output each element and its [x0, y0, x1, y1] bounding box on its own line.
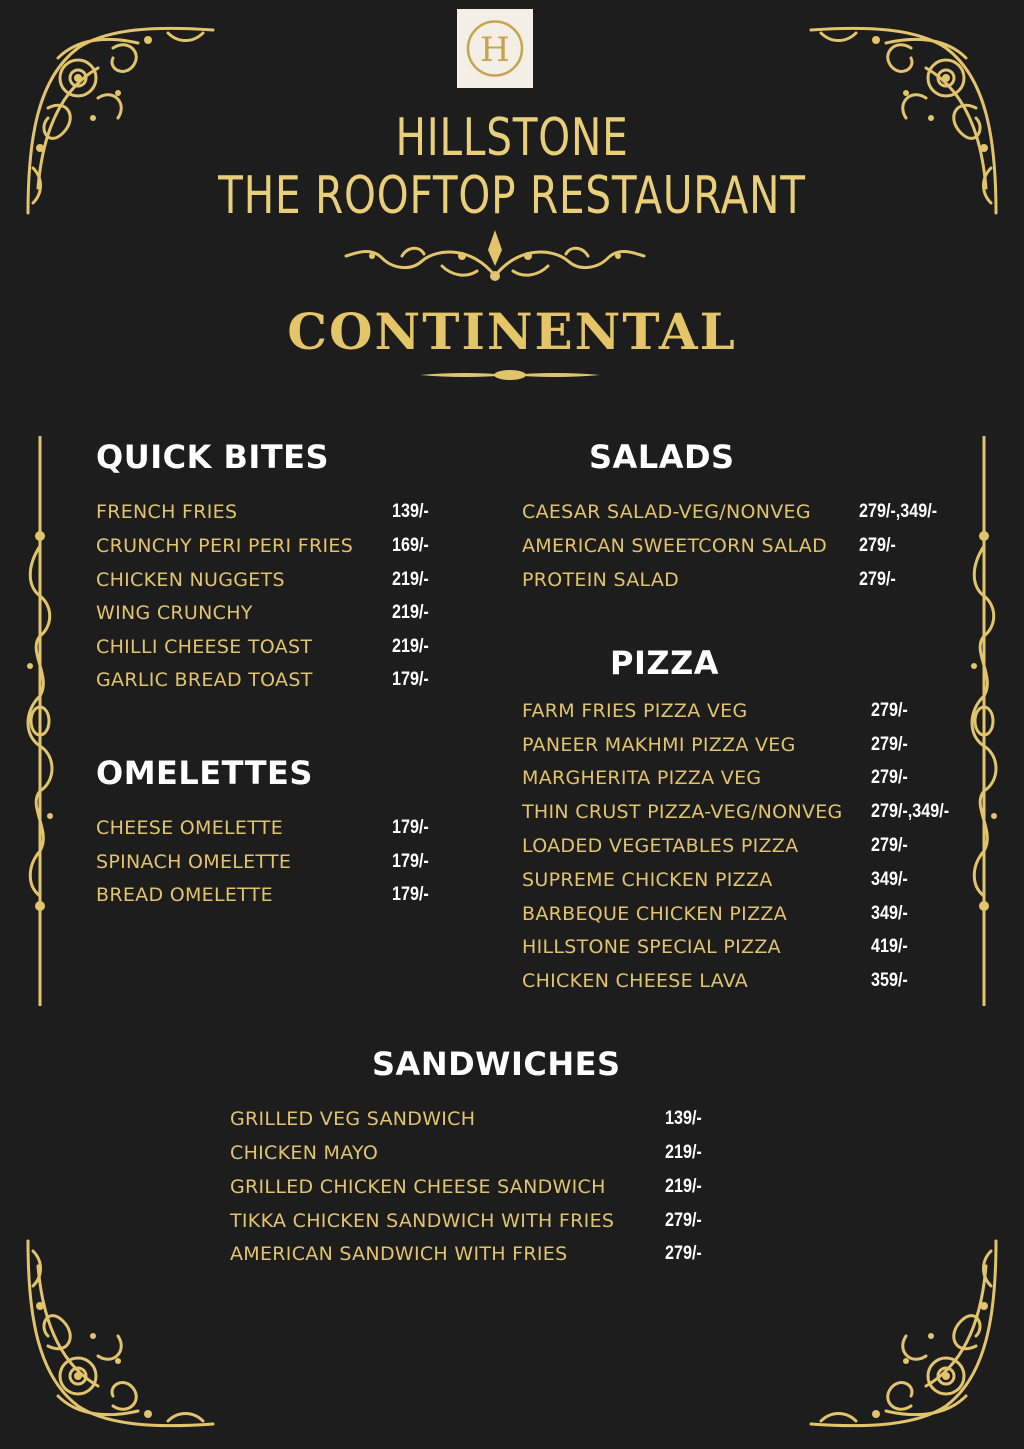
item-price: 349/-	[871, 869, 908, 890]
restaurant-subtitle: THE ROOFTOP RESTAURANT	[218, 166, 806, 226]
list-item: CHEESE OMELETTE	[96, 817, 283, 839]
item-price: 179/-	[392, 669, 429, 690]
list-item: SUPREME CHICKEN PIZZA	[522, 869, 773, 891]
menu-category-title: CONTINENTAL	[287, 302, 737, 361]
logo	[457, 9, 533, 88]
logo-monogram-icon	[457, 9, 533, 88]
list-item: FARM FRIES PIZZA VEG	[522, 700, 748, 722]
item-price: 179/-	[392, 884, 429, 905]
item-price: 139/-	[665, 1108, 702, 1129]
list-item: FRENCH FRIES	[96, 501, 238, 523]
list-item: BREAD OMELETTE	[96, 884, 273, 906]
flourish-divider-icon	[342, 226, 648, 288]
list-item: CRUNCHY PERI PERI FRIES	[96, 535, 354, 557]
section-heading-quick-bites: QUICK BITES	[96, 438, 330, 476]
item-price: 279/-	[871, 835, 908, 856]
item-price: 349/-	[871, 903, 908, 924]
list-item: PANEER MAKHMI PIZZA VEG	[522, 734, 796, 756]
list-item: TIKKA CHICKEN SANDWICH WITH FRIES	[230, 1210, 615, 1232]
list-item: GARLIC BREAD TOAST	[96, 669, 313, 691]
list-item: LOADED VEGETABLES PIZZA	[522, 835, 799, 857]
line-divider-icon	[420, 368, 600, 382]
corner-ornament-bottom-left-icon	[18, 1236, 218, 1436]
item-price: 279/-	[859, 569, 896, 590]
list-item: MARGHERITA PIZZA VEG	[522, 767, 762, 789]
list-item: PROTEIN SALAD	[522, 569, 680, 591]
item-price: 279/-	[859, 535, 896, 556]
item-price: 279/-	[871, 700, 908, 721]
restaurant-name: HILLSTONE	[395, 108, 629, 168]
item-price: 219/-	[392, 569, 429, 590]
right-vertical-ornament-icon	[966, 436, 1002, 1006]
item-price: 279/-,349/-	[871, 801, 950, 822]
list-item: AMERICAN SWEETCORN SALAD	[522, 535, 828, 557]
list-item: AMERICAN SANDWICH WITH FRIES	[230, 1243, 568, 1265]
list-item: CHICKEN NUGGETS	[96, 569, 285, 591]
item-price: 219/-	[392, 636, 429, 657]
list-item: WING CRUNCHY	[96, 602, 253, 624]
list-item: GRILLED CHICKEN CHEESE SANDWICH	[230, 1176, 606, 1198]
list-item: GRILLED VEG SANDWICH	[230, 1108, 476, 1130]
item-price: 179/-	[392, 851, 429, 872]
item-price: 279/-	[871, 767, 908, 788]
item-price: 279/-,349/-	[859, 501, 938, 522]
section-heading-pizza: PIZZA	[610, 644, 720, 682]
list-item: CAESAR SALAD-VEG/NONVEG	[522, 501, 811, 523]
item-price: 359/-	[871, 970, 908, 991]
item-price: 219/-	[665, 1176, 702, 1197]
item-price: 419/-	[871, 936, 908, 957]
item-price: 279/-	[665, 1210, 702, 1231]
corner-ornament-bottom-right-icon	[806, 1236, 1006, 1436]
list-item: CHILLI CHEESE TOAST	[96, 636, 313, 658]
section-heading-salads: SALADS	[589, 438, 735, 476]
item-price: 219/-	[665, 1142, 702, 1163]
item-price: 279/-	[665, 1243, 702, 1264]
section-heading-omelettes: OMELETTES	[96, 754, 313, 792]
left-vertical-ornament-icon	[22, 436, 58, 1006]
list-item: HILLSTONE SPECIAL PIZZA	[522, 936, 781, 958]
item-price: 179/-	[392, 817, 429, 838]
list-item: CHICKEN CHEESE LAVA	[522, 970, 749, 992]
list-item: BARBEQUE CHICKEN PIZZA	[522, 903, 788, 925]
list-item: SPINACH OMELETTE	[96, 851, 292, 873]
item-price: 139/-	[392, 501, 429, 522]
list-item: THIN CRUST PIZZA-VEG/NONVEG	[522, 801, 843, 823]
item-price: 279/-	[871, 734, 908, 755]
logo-letter: H	[480, 30, 510, 70]
item-price: 169/-	[392, 535, 429, 556]
section-heading-sandwiches: SANDWICHES	[372, 1045, 621, 1083]
item-price: 219/-	[392, 602, 429, 623]
list-item: CHICKEN MAYO	[230, 1142, 379, 1164]
